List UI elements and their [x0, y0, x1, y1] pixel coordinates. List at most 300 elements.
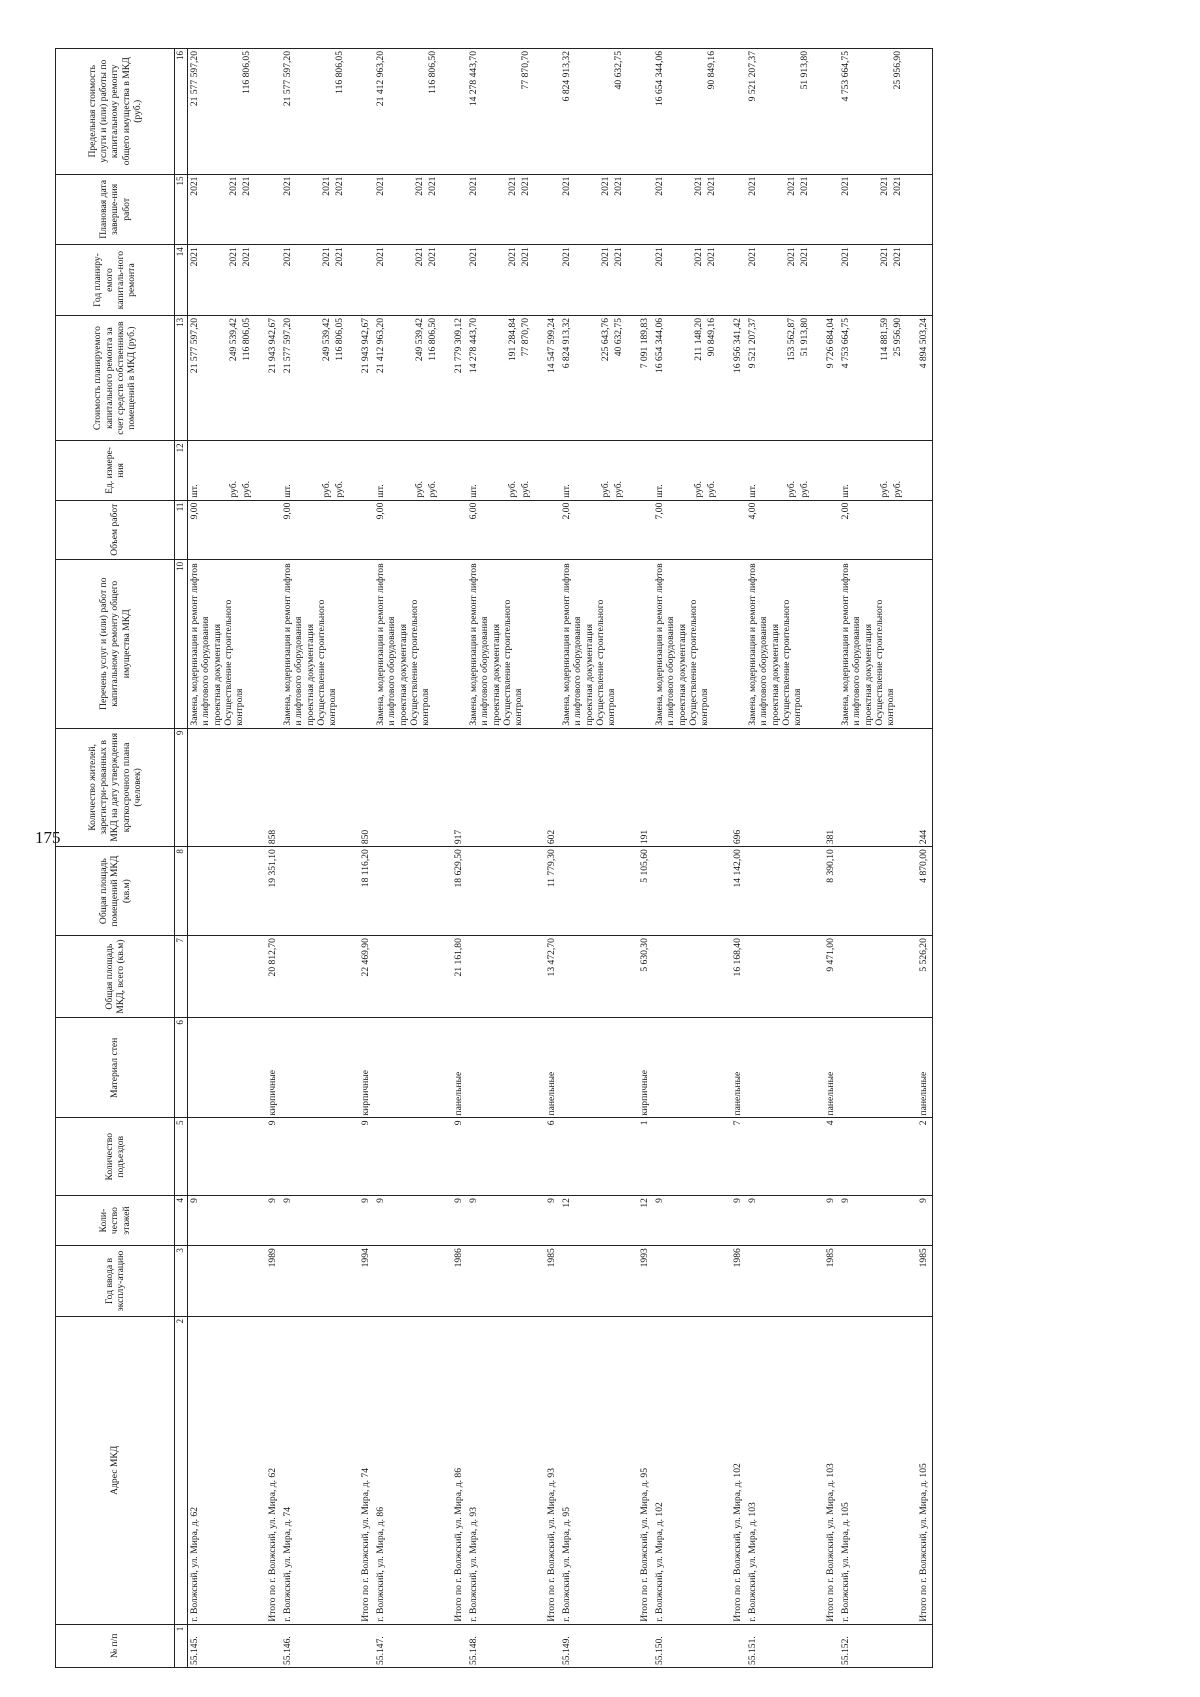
cell-text: 21 943 942,67: [360, 317, 371, 374]
cell-text: 211 148,20: [693, 317, 704, 361]
cell-text: [866, 731, 879, 845]
table-cell: [560, 1246, 653, 1317]
cell-text: 249 539,42: [414, 317, 425, 362]
cell-text: руб.: [879, 480, 890, 498]
cell-text: [414, 1248, 427, 1314]
cell-text: [215, 1198, 228, 1243]
cell-text: 2021: [799, 247, 810, 267]
cell-text: [308, 51, 321, 172]
table-cell: [281, 847, 374, 936]
cell-text: 2021: [747, 176, 758, 196]
cell-text: [295, 443, 308, 497]
cell-text: [228, 1248, 241, 1314]
cell-text: [853, 1121, 866, 1194]
cell-text: [401, 1121, 414, 1194]
cell-text: [254, 1198, 267, 1243]
cell-text: [693, 1020, 706, 1115]
cell-text: [587, 1198, 600, 1243]
cell-text: [533, 1121, 546, 1194]
cell-text: [587, 1319, 600, 1622]
cell-text: 55.150.: [654, 1636, 665, 1665]
cell-text: [879, 1248, 892, 1314]
table-cell: [653, 441, 746, 500]
cell-text: [295, 1121, 308, 1194]
cell-text: [866, 1248, 879, 1314]
cell-text: [202, 849, 215, 933]
cell-text: 14 142,00: [732, 849, 743, 888]
cell-text: [308, 318, 321, 438]
cell-text: [254, 318, 267, 438]
cell-text: [282, 849, 295, 933]
cell-text: Итого по г. Волжский, ул. Мира, д. 86: [453, 1467, 464, 1622]
cell-text: [520, 1020, 533, 1115]
table-cell: [281, 936, 374, 1018]
cell-text: 21 943 942,67: [267, 317, 278, 374]
cell-text: [481, 1121, 494, 1194]
cell-text: [334, 1121, 347, 1194]
cell-text: [202, 1319, 215, 1622]
cell-text: [866, 1319, 879, 1622]
cell-text: [507, 849, 520, 933]
cell-text: 21 412 963,20: [375, 51, 386, 107]
cell-text: [321, 1248, 334, 1314]
cell-text: 116 806,50: [427, 51, 438, 94]
cell-text: [401, 1248, 414, 1314]
cell-text: [295, 849, 308, 933]
cell-text: [853, 1248, 866, 1314]
cell-text: [786, 1319, 799, 1622]
table-cell: [467, 1246, 560, 1317]
cell-text: [401, 443, 414, 497]
cell-text: 9: [267, 1120, 278, 1126]
cell-text: руб.: [507, 480, 518, 498]
table-cell: [188, 1316, 282, 1624]
cell-text: 16 654 344,06: [654, 51, 665, 107]
cell-text: [719, 1121, 732, 1194]
cell-text: 9: [468, 1198, 479, 1203]
table-cell: [188, 847, 282, 936]
cell-text: [308, 1020, 321, 1115]
cell-text: [520, 1319, 533, 1622]
cell-text: [228, 1319, 241, 1622]
cell-text: [241, 1319, 254, 1622]
cell-text: [507, 1020, 520, 1115]
cell-text: [773, 1020, 786, 1115]
cell-text: проектная документация: [862, 623, 874, 726]
table-cell: [374, 1196, 467, 1246]
cell-text: [440, 731, 453, 845]
table-cell: [653, 1196, 746, 1246]
cell-text: [414, 1020, 427, 1115]
cell-text: [375, 849, 388, 933]
cell-text: [295, 247, 308, 313]
cell-text: [853, 1198, 866, 1243]
cell-text: [375, 731, 388, 845]
cell-text: [481, 247, 494, 313]
cell-text: [347, 849, 360, 933]
cell-text: 2,00: [561, 502, 572, 520]
cell-text: 2021: [654, 247, 665, 267]
cell-text: руб.: [427, 480, 438, 498]
cell-text: [613, 1319, 626, 1622]
cell-text: [308, 443, 321, 497]
table-cell: [746, 315, 839, 440]
cell-text: [719, 1198, 732, 1243]
cell-text: 6 824 913,32: [561, 317, 572, 369]
cell-text: [879, 938, 892, 1015]
table-cell: [746, 1196, 839, 1246]
cell-text: 2021: [693, 176, 704, 196]
cell-text: [654, 1020, 667, 1115]
cell-text: г. Волжский, ул. Мира, д. 74: [282, 1506, 293, 1622]
cell-text: [587, 318, 600, 438]
table-cell: [188, 936, 282, 1018]
cell-text: [334, 1198, 347, 1243]
cell-text: [189, 938, 202, 1015]
cell-text: [202, 247, 215, 313]
cell-text: руб.: [414, 480, 425, 498]
cell-text: [561, 938, 574, 1015]
table-cell: [281, 174, 374, 245]
cell-text: [626, 1198, 639, 1243]
cell-text: [866, 1020, 879, 1115]
table-cell: [653, 500, 746, 559]
cell-text: [786, 51, 799, 172]
cell-text: 4 870,00: [918, 849, 929, 883]
cell-text: 2021: [468, 176, 479, 196]
cell-text: 1989: [267, 1248, 278, 1268]
cell-text: [879, 849, 892, 933]
cell-text: 2021: [879, 247, 890, 267]
cell-text: [202, 318, 215, 438]
table-cell: [374, 1118, 467, 1196]
cell-text: [533, 1198, 546, 1243]
cell-text: [494, 177, 507, 243]
cell-text: [202, 443, 215, 497]
cell-text: [494, 443, 507, 497]
cell-text: 2021: [334, 247, 345, 267]
cell-text: [574, 1121, 587, 1194]
cell-text: [600, 1121, 613, 1194]
cell-text: [308, 731, 321, 845]
cell-text: [574, 51, 587, 172]
table-cell: [560, 500, 653, 559]
cell-text: 191 284,84: [507, 317, 518, 362]
column-number: 8: [175, 847, 188, 936]
cell-text: [388, 1319, 401, 1622]
cell-text: 9: [654, 1198, 665, 1203]
cell-text: 2021: [468, 247, 479, 267]
table-cell: [188, 174, 282, 245]
cell-text: г. Волжский, ул. Мира, д. 95: [561, 1506, 572, 1622]
cell-text: 2021: [520, 247, 531, 267]
cell-text: 2021: [228, 247, 239, 267]
table-cell: [374, 1018, 467, 1118]
table-cell: [374, 441, 467, 500]
cell-text: шт.: [747, 484, 758, 498]
cell-text: 4,00: [747, 502, 758, 520]
table-cell: [281, 1018, 374, 1118]
cell-text: 2021: [693, 247, 704, 267]
cell-text: [520, 1121, 533, 1194]
cell-text: руб.: [334, 480, 345, 498]
cell-text: [574, 849, 587, 933]
cell-text: [853, 849, 866, 933]
cell-text: 602: [546, 829, 557, 845]
cell-text: [481, 318, 494, 438]
cell-text: [561, 1248, 574, 1314]
cell-text: 9: [825, 1198, 836, 1203]
cell-text: 2021: [561, 247, 572, 267]
cell-text: 55.151.: [747, 1636, 758, 1665]
cell-text: [507, 731, 520, 845]
cell-text: [760, 443, 773, 497]
table-cell: [839, 1196, 933, 1246]
cell-text: [388, 318, 401, 438]
cell-text: 9: [267, 1198, 278, 1203]
table-cell: [281, 441, 374, 500]
cell-text: [613, 1198, 626, 1243]
cell-text: 2021: [427, 176, 438, 196]
table-cell: [281, 1624, 374, 1667]
cell-text: кирпичные: [360, 1069, 371, 1116]
cell-text: 1993: [639, 1248, 650, 1268]
cell-text: [760, 247, 773, 313]
table-cell: [839, 49, 933, 175]
cell-text: шт.: [840, 484, 851, 498]
table-cell: [188, 1624, 282, 1667]
table-cell: [653, 936, 746, 1018]
cell-text: [215, 318, 228, 438]
cell-text: [905, 731, 918, 845]
cell-text: 55.148.: [468, 1636, 479, 1665]
cell-text: [853, 318, 866, 438]
column-header: Год ввода в эксплу-атацию: [56, 1246, 175, 1317]
table-cell: [746, 559, 839, 728]
cell-text: [600, 1198, 613, 1243]
cell-text: [587, 247, 600, 313]
table-cell: [467, 936, 560, 1018]
cell-text: [600, 1248, 613, 1314]
cell-text: 21 577 597,20: [189, 51, 200, 107]
cell-text: [587, 938, 600, 1015]
cell-text: [773, 1319, 786, 1622]
cell-text: [812, 938, 825, 1015]
cell-text: [719, 318, 732, 438]
cell-text: 51 913,80: [799, 317, 810, 357]
cell-text: [388, 1121, 401, 1194]
table-cell: [560, 441, 653, 500]
cell-text: Осуществление строительного контроля: [873, 599, 897, 726]
table-cell: [374, 245, 467, 316]
cell-text: [228, 1198, 241, 1243]
column-header: Количество подъездов: [56, 1118, 175, 1196]
cell-text: [228, 1121, 241, 1194]
cell-text: 21 779 309,12: [453, 317, 464, 374]
cell-text: [427, 1121, 440, 1194]
cell-text: [680, 1248, 693, 1314]
cell-text: [574, 1198, 587, 1243]
cell-text: руб.: [786, 480, 797, 498]
cell-text: [799, 1198, 812, 1243]
cell-text: [401, 938, 414, 1015]
table-row: [839, 49, 933, 1668]
cell-text: 1985: [546, 1248, 557, 1268]
cell-text: руб.: [799, 480, 810, 498]
cell-text: [440, 1319, 453, 1622]
table-cell: [467, 1316, 560, 1624]
cell-text: Осуществление строительного контроля: [222, 599, 246, 726]
cell-text: [667, 1198, 680, 1243]
cell-text: [680, 938, 693, 1015]
column-number: 10: [175, 559, 188, 728]
cell-text: [215, 443, 228, 497]
table-cell: [746, 174, 839, 245]
cell-text: [799, 731, 812, 845]
cell-text: [375, 1020, 388, 1115]
cell-text: [773, 51, 786, 172]
cell-text: 9: [375, 1198, 386, 1203]
cell-text: руб.: [892, 480, 903, 498]
cell-text: [812, 318, 825, 438]
cell-text: [587, 1248, 600, 1314]
cell-text: [667, 731, 680, 845]
cell-text: [481, 1198, 494, 1243]
cell-text: 16 654 344,06: [654, 317, 665, 374]
table-cell: [188, 1196, 282, 1246]
table-cell: [188, 441, 282, 500]
cell-text: [440, 318, 453, 438]
cell-text: [840, 1020, 853, 1115]
cell-text: Замена, модернизация и ремонт лифтов и лифтового оборудования: [561, 563, 584, 726]
cell-text: [401, 177, 414, 243]
cell-text: [347, 731, 360, 845]
cell-text: [600, 849, 613, 933]
cell-text: 18 629,50: [453, 849, 464, 888]
cell-text: [574, 177, 587, 243]
cell-text: [347, 938, 360, 1015]
cell-text: [840, 1248, 853, 1314]
cell-text: [334, 1248, 347, 1314]
table-cell: [560, 847, 653, 936]
cell-text: [347, 318, 360, 438]
cell-text: [414, 938, 427, 1015]
cell-text: [853, 1020, 866, 1115]
cell-text: [706, 1020, 719, 1115]
cell-text: [574, 1248, 587, 1314]
cell-text: [321, 1198, 334, 1243]
cell-text: 2021: [507, 176, 518, 196]
cell-text: [215, 1248, 228, 1314]
cell-text: 22 469,90: [360, 938, 371, 977]
cell-text: 9: [360, 1198, 371, 1203]
table-cell: [188, 315, 282, 440]
cell-text: [693, 1121, 706, 1194]
cell-text: [494, 1319, 507, 1622]
cell-text: 2021: [840, 247, 851, 267]
cell-text: [321, 849, 334, 933]
cell-text: [773, 1248, 786, 1314]
cell-text: 2021: [892, 247, 903, 267]
cell-text: [719, 1319, 732, 1622]
cell-text: Итого по г. Волжский, ул. Мира, д. 95: [639, 1467, 650, 1622]
cell-text: [295, 1198, 308, 1243]
cell-text: руб.: [693, 480, 704, 498]
table-cell: [839, 1624, 933, 1667]
cell-text: панельные: [453, 1071, 464, 1116]
table-cell: [746, 936, 839, 1018]
cell-text: [507, 938, 520, 1015]
cell-text: [507, 1319, 520, 1622]
cell-text: [202, 177, 215, 243]
cell-text: 2021: [189, 176, 200, 196]
cell-text: [587, 1020, 600, 1115]
cell-text: [189, 849, 202, 933]
cell-text: 5 526,20: [918, 938, 929, 972]
cell-text: [853, 51, 866, 172]
cell-text: 4 894 503,24: [918, 317, 929, 369]
cell-text: [401, 1319, 414, 1622]
cell-text: 696: [732, 829, 743, 845]
table-cell: [653, 1118, 746, 1196]
cell-text: [760, 849, 773, 933]
table-cell: [839, 936, 933, 1018]
cell-text: [481, 731, 494, 845]
cell-text: [401, 731, 414, 845]
cell-text: [468, 1020, 481, 1115]
cell-text: [773, 247, 786, 313]
cell-text: [773, 1121, 786, 1194]
column-number: 9: [175, 728, 188, 847]
cell-text: [719, 1248, 732, 1314]
cell-text: [626, 1319, 639, 1622]
cell-text: [440, 1020, 453, 1115]
cell-text: [706, 849, 719, 933]
cell-text: [241, 1248, 254, 1314]
cell-text: [760, 1248, 773, 1314]
cell-text: 21 412 963,20: [375, 317, 386, 374]
cell-text: [481, 443, 494, 497]
column-number: 2: [175, 1316, 188, 1624]
cell-text: 9 471,00: [825, 938, 836, 972]
cell-text: руб.: [613, 480, 624, 498]
cell-text: [706, 1198, 719, 1243]
cell-text: [427, 731, 440, 845]
cell-text: [494, 1020, 507, 1115]
cell-text: [600, 938, 613, 1015]
cell-text: шт.: [282, 484, 293, 498]
cell-text: [308, 938, 321, 1015]
cell-text: [241, 1121, 254, 1194]
cell-text: [334, 1319, 347, 1622]
cell-text: 2021: [706, 176, 717, 196]
cell-text: 2021: [507, 247, 518, 267]
cell-text: [866, 1198, 879, 1243]
cell-text: [241, 731, 254, 845]
cell-text: [654, 1121, 667, 1194]
table-cell: [188, 559, 282, 728]
cell-text: [215, 1020, 228, 1115]
table-cell: [374, 49, 467, 175]
table-cell: [374, 847, 467, 936]
table-cell: [281, 1246, 374, 1317]
cell-text: кирпичные: [267, 1069, 278, 1116]
cell-text: 2021: [840, 176, 851, 196]
table-cell: [839, 245, 933, 316]
cell-text: [613, 1248, 626, 1314]
cell-text: [321, 731, 334, 845]
cell-text: [587, 849, 600, 933]
